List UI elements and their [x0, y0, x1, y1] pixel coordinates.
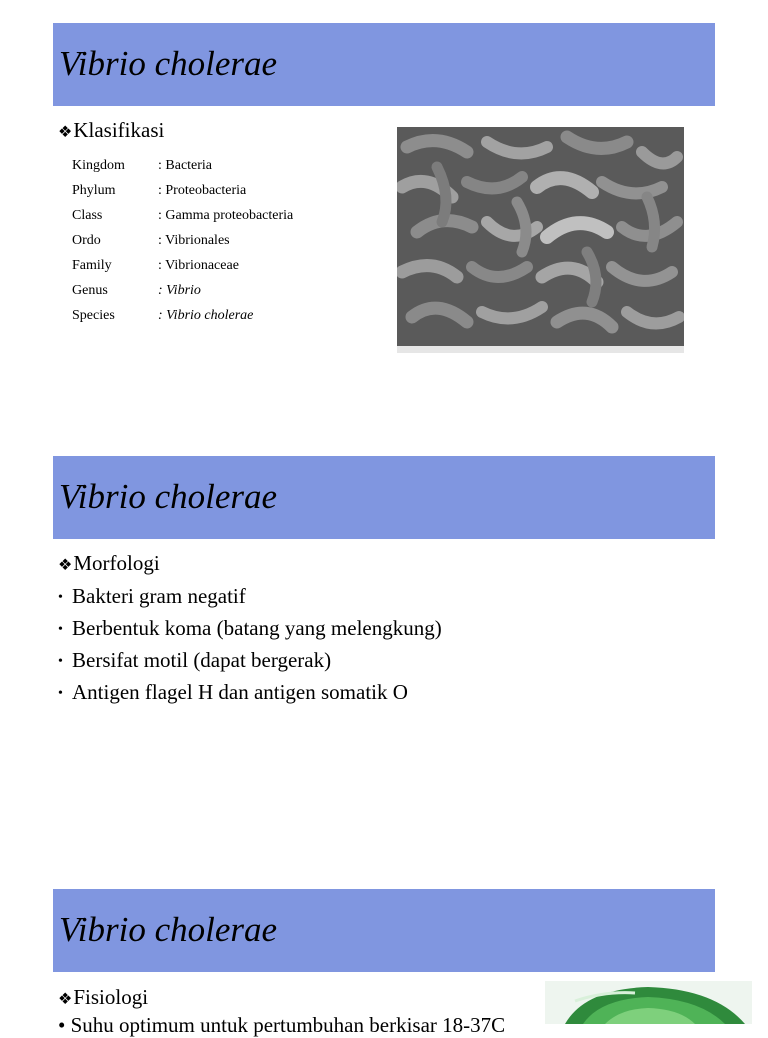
classification-value: : Vibrio cholerae [158, 308, 254, 323]
classification-key: Genus [72, 283, 108, 298]
classification-key: Kingdom [72, 158, 125, 173]
list-item: • Antigen flagel H dan antigen somatik O [58, 676, 442, 708]
slide-title: Vibrio cholerae [59, 477, 278, 516]
classification-value: : Vibrionaceae [158, 258, 239, 273]
classification-key: Class [72, 208, 103, 223]
section-heading-text: Morfologi [73, 551, 160, 575]
classification-key: Family [72, 258, 112, 273]
section-heading-text: Fisiologi [73, 985, 149, 1009]
classification-value: : Vibrio [158, 283, 201, 298]
bullet-dot-icon: • [58, 686, 63, 701]
classification-value: : Vibrionales [158, 233, 230, 248]
diamond-bullet-icon: ❖ [58, 557, 73, 574]
classification-key: Species [72, 308, 115, 323]
classification-value: : Gamma proteobacteria [158, 208, 294, 223]
classification-value: : Bacteria [158, 158, 213, 173]
diamond-bullet-icon: ❖ [58, 991, 73, 1008]
classification-value: : Proteobacteria [158, 183, 247, 198]
classification-key: Ordo [72, 233, 101, 248]
section-heading-fisiologi [58, 984, 148, 1013]
diamond-bullet-icon: ❖ [58, 124, 73, 141]
list-item: • Berbentuk koma (batang yang melengkung) [58, 612, 442, 644]
slide-title: Vibrio cholerae [59, 44, 278, 83]
list-item: • Bersifat motil (dapat bergerak) [58, 644, 442, 676]
slide-title-bar [53, 889, 715, 972]
section-heading-text: Klasifikasi [73, 118, 165, 142]
bullet-dot-icon: • [58, 590, 63, 605]
slide-title: Vibrio cholerae [59, 910, 278, 949]
culture-flask-image [545, 981, 752, 1024]
fisiologi-cut-off-line: • Suhu optimum untuk pertumbuhan berkisar 18-37C [58, 1013, 506, 1037]
bullet-dot-icon: • [58, 622, 63, 637]
list-item: • Bakteri gram negatif [58, 580, 442, 612]
bullet-dot-icon: • [58, 654, 63, 669]
classification-key: Phylum [72, 183, 116, 198]
